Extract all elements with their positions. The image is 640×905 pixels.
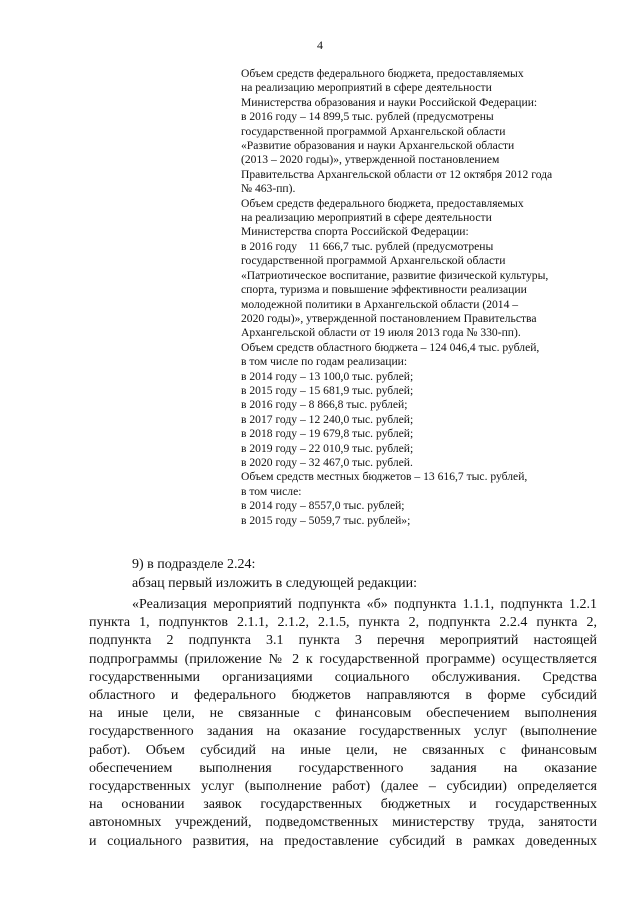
funding-text-line: в 2014 году – 13 100,0 тыс. рублей; bbox=[241, 369, 414, 383]
main-text-line: автономных учреждений, подведомственных министерству труда, занятости bbox=[89, 815, 597, 831]
funding-text-line: на реализацию мероприятий в сфере деятельности bbox=[241, 211, 492, 225]
funding-text-line: Объем средств областного бюджета – 124 046,4 тыс. рублей, bbox=[241, 340, 540, 354]
funding-text-line: (2013 – 2020 годы)», утвержденной постановлением bbox=[241, 153, 500, 167]
funding-text-line: в 2019 году – 22 010,9 тыс. рублей; bbox=[241, 441, 414, 455]
main-text-line: работ). Объем субсидий на иные цели, не связанных с финансовым bbox=[89, 742, 597, 758]
main-paragraph bbox=[89, 596, 597, 851]
main-text-line: подпункта 2 подпункта 3.1 пункта 3 перечня мероприятий настоящей bbox=[89, 633, 597, 649]
funding-volume-block bbox=[241, 67, 601, 528]
main-text-line: государственного задания на оказание государственных услуг (выполнение bbox=[89, 724, 597, 740]
funding-text-line: Объем средств федерального бюджета, предоставляемых bbox=[241, 196, 524, 210]
main-text-line: и социального развития, на предоставление субсидий в рамках доведенных bbox=[89, 833, 597, 849]
funding-text-line: в том числе: bbox=[241, 484, 302, 498]
page-number: 4 bbox=[317, 38, 323, 52]
funding-text-line: в 2017 году – 12 240,0 тыс. рублей; bbox=[241, 412, 414, 426]
funding-text-line: Министерства спорта Российской Федерации: bbox=[241, 225, 469, 239]
main-text-line: подпрограммы (приложение № 2 к государственной программе) осуществляется bbox=[89, 651, 597, 667]
funding-text-line: на реализацию мероприятий в сфере деятельности bbox=[241, 81, 492, 95]
funding-text-line: Правительства Архангельской области от 12 октября 2012 года bbox=[241, 167, 553, 181]
funding-text-line: молодежной политики в Архангельской области (2014 – bbox=[241, 297, 519, 311]
funding-text-line: государственной программой Архангельской области bbox=[241, 124, 506, 138]
funding-text-line: Министерства образования и науки Российской Федерации: bbox=[241, 95, 538, 109]
main-text-line: государственных услуг (выполнение работ) (далее – субсидии) определяется bbox=[89, 779, 597, 795]
funding-text-line: в 2016 году 11 666,7 тыс. рублей (предусмотрены bbox=[241, 239, 494, 253]
paragraph-intro: абзац первый изложить в следующей редакции: bbox=[132, 576, 418, 591]
main-text-line: областного и федерального бюджетов направляются в форме субсидий bbox=[89, 688, 597, 704]
funding-text-line: государственной программой Архангельской области bbox=[241, 254, 506, 268]
funding-text-line: в 2016 году – 8 866,8 тыс. рублей; bbox=[241, 398, 408, 412]
funding-text-line: № 463-пп). bbox=[241, 182, 296, 196]
funding-text-line: Объем средств местных бюджетов – 13 616,7 тыс. рублей, bbox=[241, 470, 528, 484]
funding-text-line: 2020 годы)», утвержденной постановлением Правительства bbox=[241, 311, 537, 325]
funding-text-line: Объем средств федерального бюджета, предоставляемых bbox=[241, 67, 524, 80]
funding-text-line: в 2020 году – 32 467,0 тыс. рублей. bbox=[241, 455, 413, 469]
funding-text-line: «Патриотическое воспитание, развитие физической культуры, bbox=[241, 268, 549, 282]
list-item-9: 9) в подразделе 2.24: bbox=[132, 557, 256, 572]
funding-text-line: спорта, туризма и повышение эффективности реализации bbox=[241, 283, 527, 297]
main-text-line: на основании заявок государственных бюджетных и государственных bbox=[89, 797, 597, 813]
funding-text-line: в 2015 году – 5059,7 тыс. рублей»; bbox=[241, 513, 411, 527]
main-text-line: обеспечением выполнения государственного задания на оказание bbox=[89, 760, 597, 776]
funding-text-line: в 2018 году – 19 679,8 тыс. рублей; bbox=[241, 427, 414, 441]
main-text-line: государственными организациями социального обслуживания. Средства bbox=[89, 669, 597, 685]
funding-text-line: в 2014 году – 8557,0 тыс. рублей; bbox=[241, 499, 405, 513]
main-text-line: «Реализация мероприятий подпункта «б» подпункта 1.1.1, подпункта 1.2.1 bbox=[132, 597, 597, 612]
funding-text-line: в 2016 году – 14 899,5 тыс. рублей (предусмотрены bbox=[241, 110, 494, 124]
funding-text-line: «Развитие образования и науки Архангельской области bbox=[241, 139, 515, 153]
funding-text-line: в 2015 году – 15 681,9 тыс. рублей; bbox=[241, 383, 414, 397]
main-text-line: пункта 1, подпунктов 2.1.1, 2.1.2, 2.1.5, пункта 2, подпункта 2.2.4 пункта 2, bbox=[89, 615, 597, 631]
funding-text-line: в том числе по годам реализации: bbox=[241, 355, 408, 369]
funding-text-line: Архангельской области от 19 июля 2013 года № 330-пп). bbox=[241, 326, 521, 340]
main-text-line: на иные цели, не связанные с финансовым обеспечением выполнения bbox=[89, 706, 597, 722]
